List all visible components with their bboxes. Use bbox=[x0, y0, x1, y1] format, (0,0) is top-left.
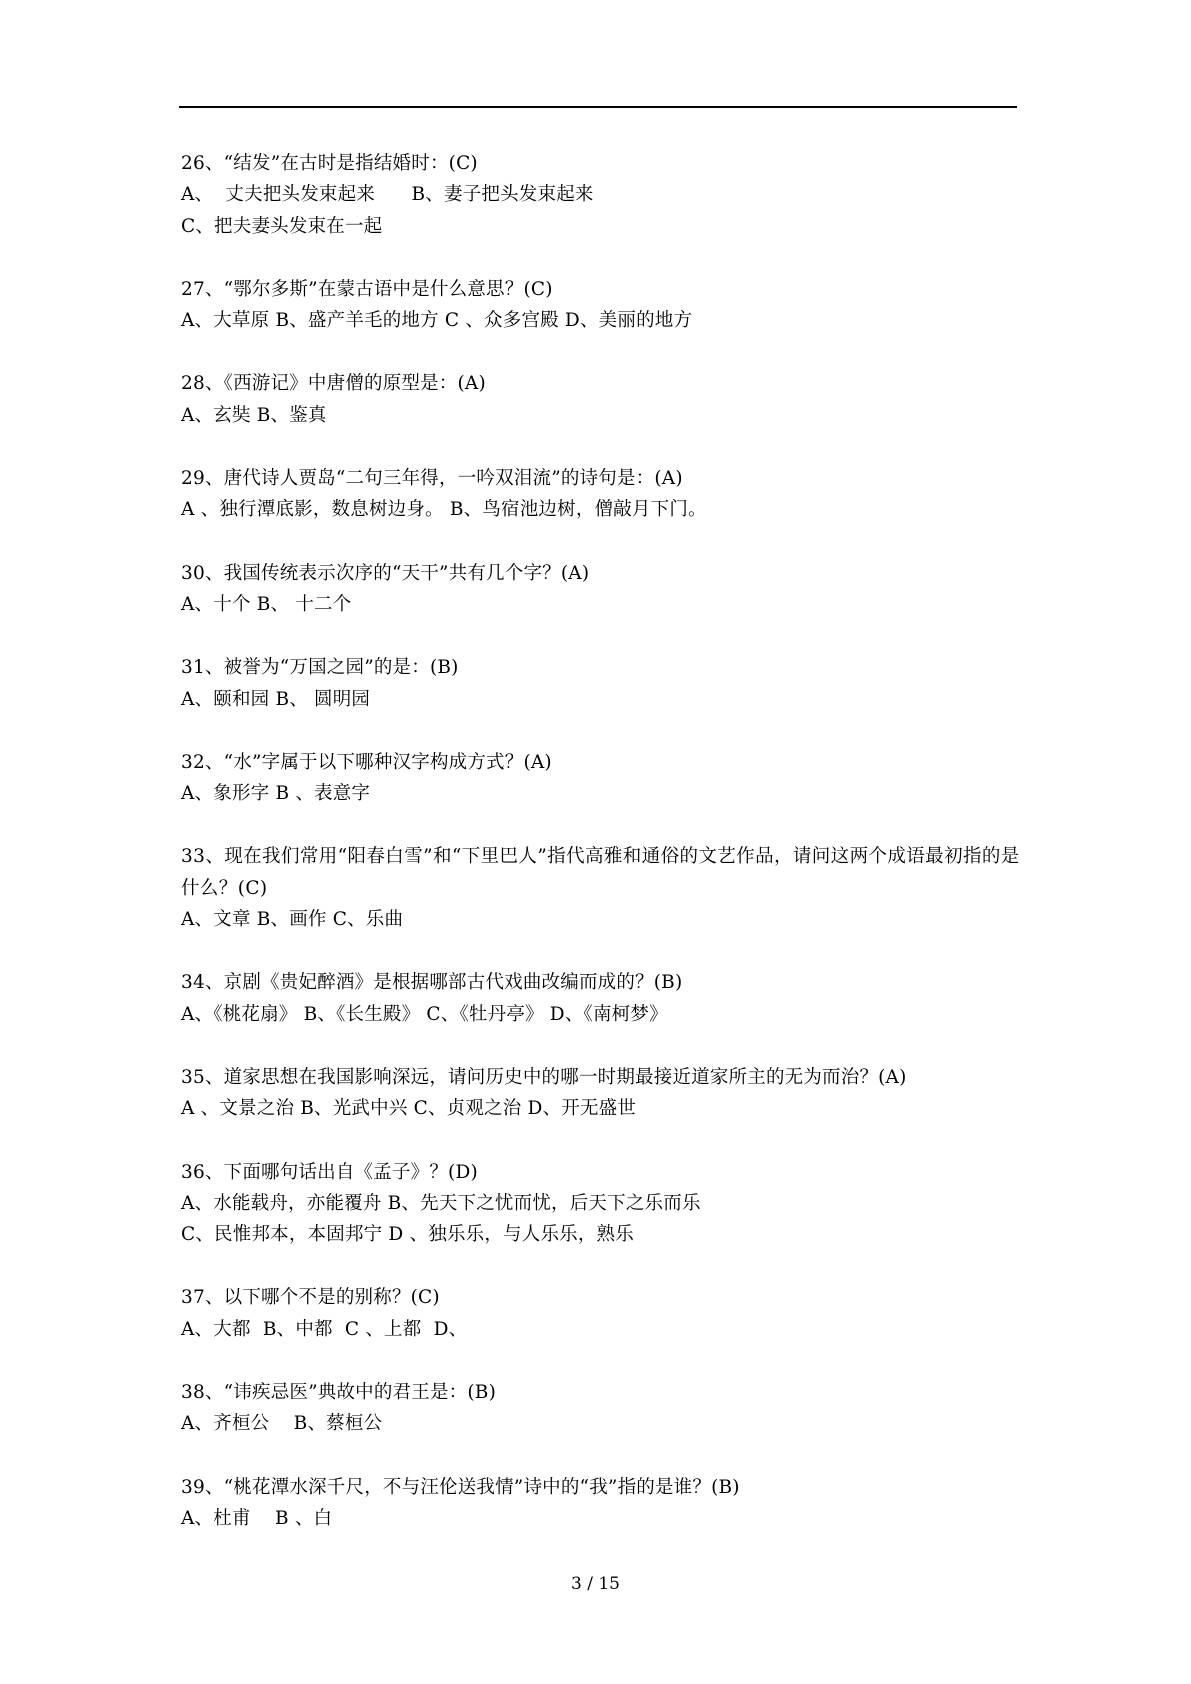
options-line: A、大草原 B、盛产羊毛的地方 C 、众多宫殿 D、美丽的地方 bbox=[181, 310, 693, 332]
question-text: 28、《西游记》中唐僧的原型是：(A) bbox=[181, 373, 486, 395]
question-32 bbox=[181, 747, 1023, 810]
options-line: A、颐和园 B、 圆明园 bbox=[181, 688, 371, 710]
question-text: 37、以下哪个不是的别称？(C) bbox=[181, 1287, 440, 1309]
header-rule bbox=[179, 106, 1017, 108]
options-line: A、文章 B、画作 C、乐曲 bbox=[181, 909, 404, 931]
question-28 bbox=[181, 368, 1023, 431]
question-36 bbox=[181, 1157, 1023, 1251]
question-text: 32、“水”字属于以下哪种汉字构成方式？(A) bbox=[181, 751, 552, 773]
question-text: 31、被誉为“万国之园”的是：(B) bbox=[181, 657, 459, 679]
question-list bbox=[181, 148, 1023, 1566]
options-line: C、把夫妻头发束在一起 bbox=[181, 215, 383, 237]
question-34 bbox=[181, 967, 1023, 1030]
options-line: A、齐桓公 B、蔡桓公 bbox=[181, 1413, 383, 1435]
question-33 bbox=[181, 841, 1023, 935]
options-line: A、水能载舟，亦能覆舟 B、先天下之忧而忧，后天下之乐而乐 bbox=[181, 1192, 701, 1214]
options-line: A、玄奘 B、鉴真 bbox=[181, 404, 327, 426]
question-text: 39、“桃花潭水深千尺，不与汪伦送我情”诗中的“我”指的是谁？(B) bbox=[181, 1476, 740, 1498]
question-27 bbox=[181, 274, 1023, 337]
question-text: 38、“讳疾忌医”典故中的君王是：(B) bbox=[181, 1382, 496, 1404]
options-line: A、杜甫 B 、白 bbox=[181, 1507, 333, 1529]
question-35 bbox=[181, 1062, 1023, 1125]
question-37 bbox=[181, 1282, 1023, 1345]
question-39 bbox=[181, 1472, 1023, 1535]
question-text: 26、“结发”在古时是指结婚时：(C) bbox=[181, 153, 478, 174]
question-text: 33、现在我们常用“阳春白雪”和“下里巴人”指代高雅和通俗的文艺作品，请问这两个成语最初指的是什么？(C) bbox=[181, 846, 1020, 899]
options-line: A、象形字 B 、表意字 bbox=[181, 783, 371, 805]
options-line: C、民惟邦本，本固邦宁 D 、独乐乐，与人乐乐，熟乐 bbox=[181, 1224, 634, 1246]
options-line: A 、文景之治 B、光武中兴 C、贞观之治 D、开无盛世 bbox=[181, 1098, 637, 1120]
question-31 bbox=[181, 652, 1023, 715]
question-text: 36、下面哪句话出自《孟子》？(D) bbox=[181, 1161, 478, 1183]
question-text: 35、道家思想在我国影响深远，请问历史中的哪一时期最接近道家所主的无为而治？(A) bbox=[181, 1066, 907, 1088]
page-number: 3 / 15 bbox=[571, 1574, 620, 1594]
options-line: A、十个 B、 十二个 bbox=[181, 593, 352, 615]
options-line: A 、独行潭底影，数息树边身。 B、鸟宿池边树，僧敲月下门。 bbox=[181, 499, 707, 521]
question-text: 27、“鄂尔多斯”在蒙古语中是什么意思？(C) bbox=[181, 278, 553, 300]
options-line: A、《桃花扇》 B、《长生殿》 C、《牡丹亭》 D、《南柯梦》 bbox=[181, 1003, 668, 1025]
question-38 bbox=[181, 1377, 1023, 1440]
options-line: A、大都 B、中都 C 、上都 D、 bbox=[181, 1318, 468, 1340]
question-text: 30、我国传统表示次序的“天干”共有几个字？(A) bbox=[181, 562, 590, 584]
options-line: A、 丈夫把头发束起来 B、妻子把头发束起来 bbox=[181, 184, 594, 206]
question-29 bbox=[181, 463, 1023, 526]
question-30 bbox=[181, 558, 1023, 621]
question-text: 34、京剧《贵妃醉酒》是根据哪部古代戏曲改编而成的？(B) bbox=[181, 972, 683, 994]
question-26 bbox=[181, 148, 1023, 242]
question-text: 29、唐代诗人贾岛“二句三年得，一吟双泪流”的诗句是：(A) bbox=[181, 468, 683, 490]
